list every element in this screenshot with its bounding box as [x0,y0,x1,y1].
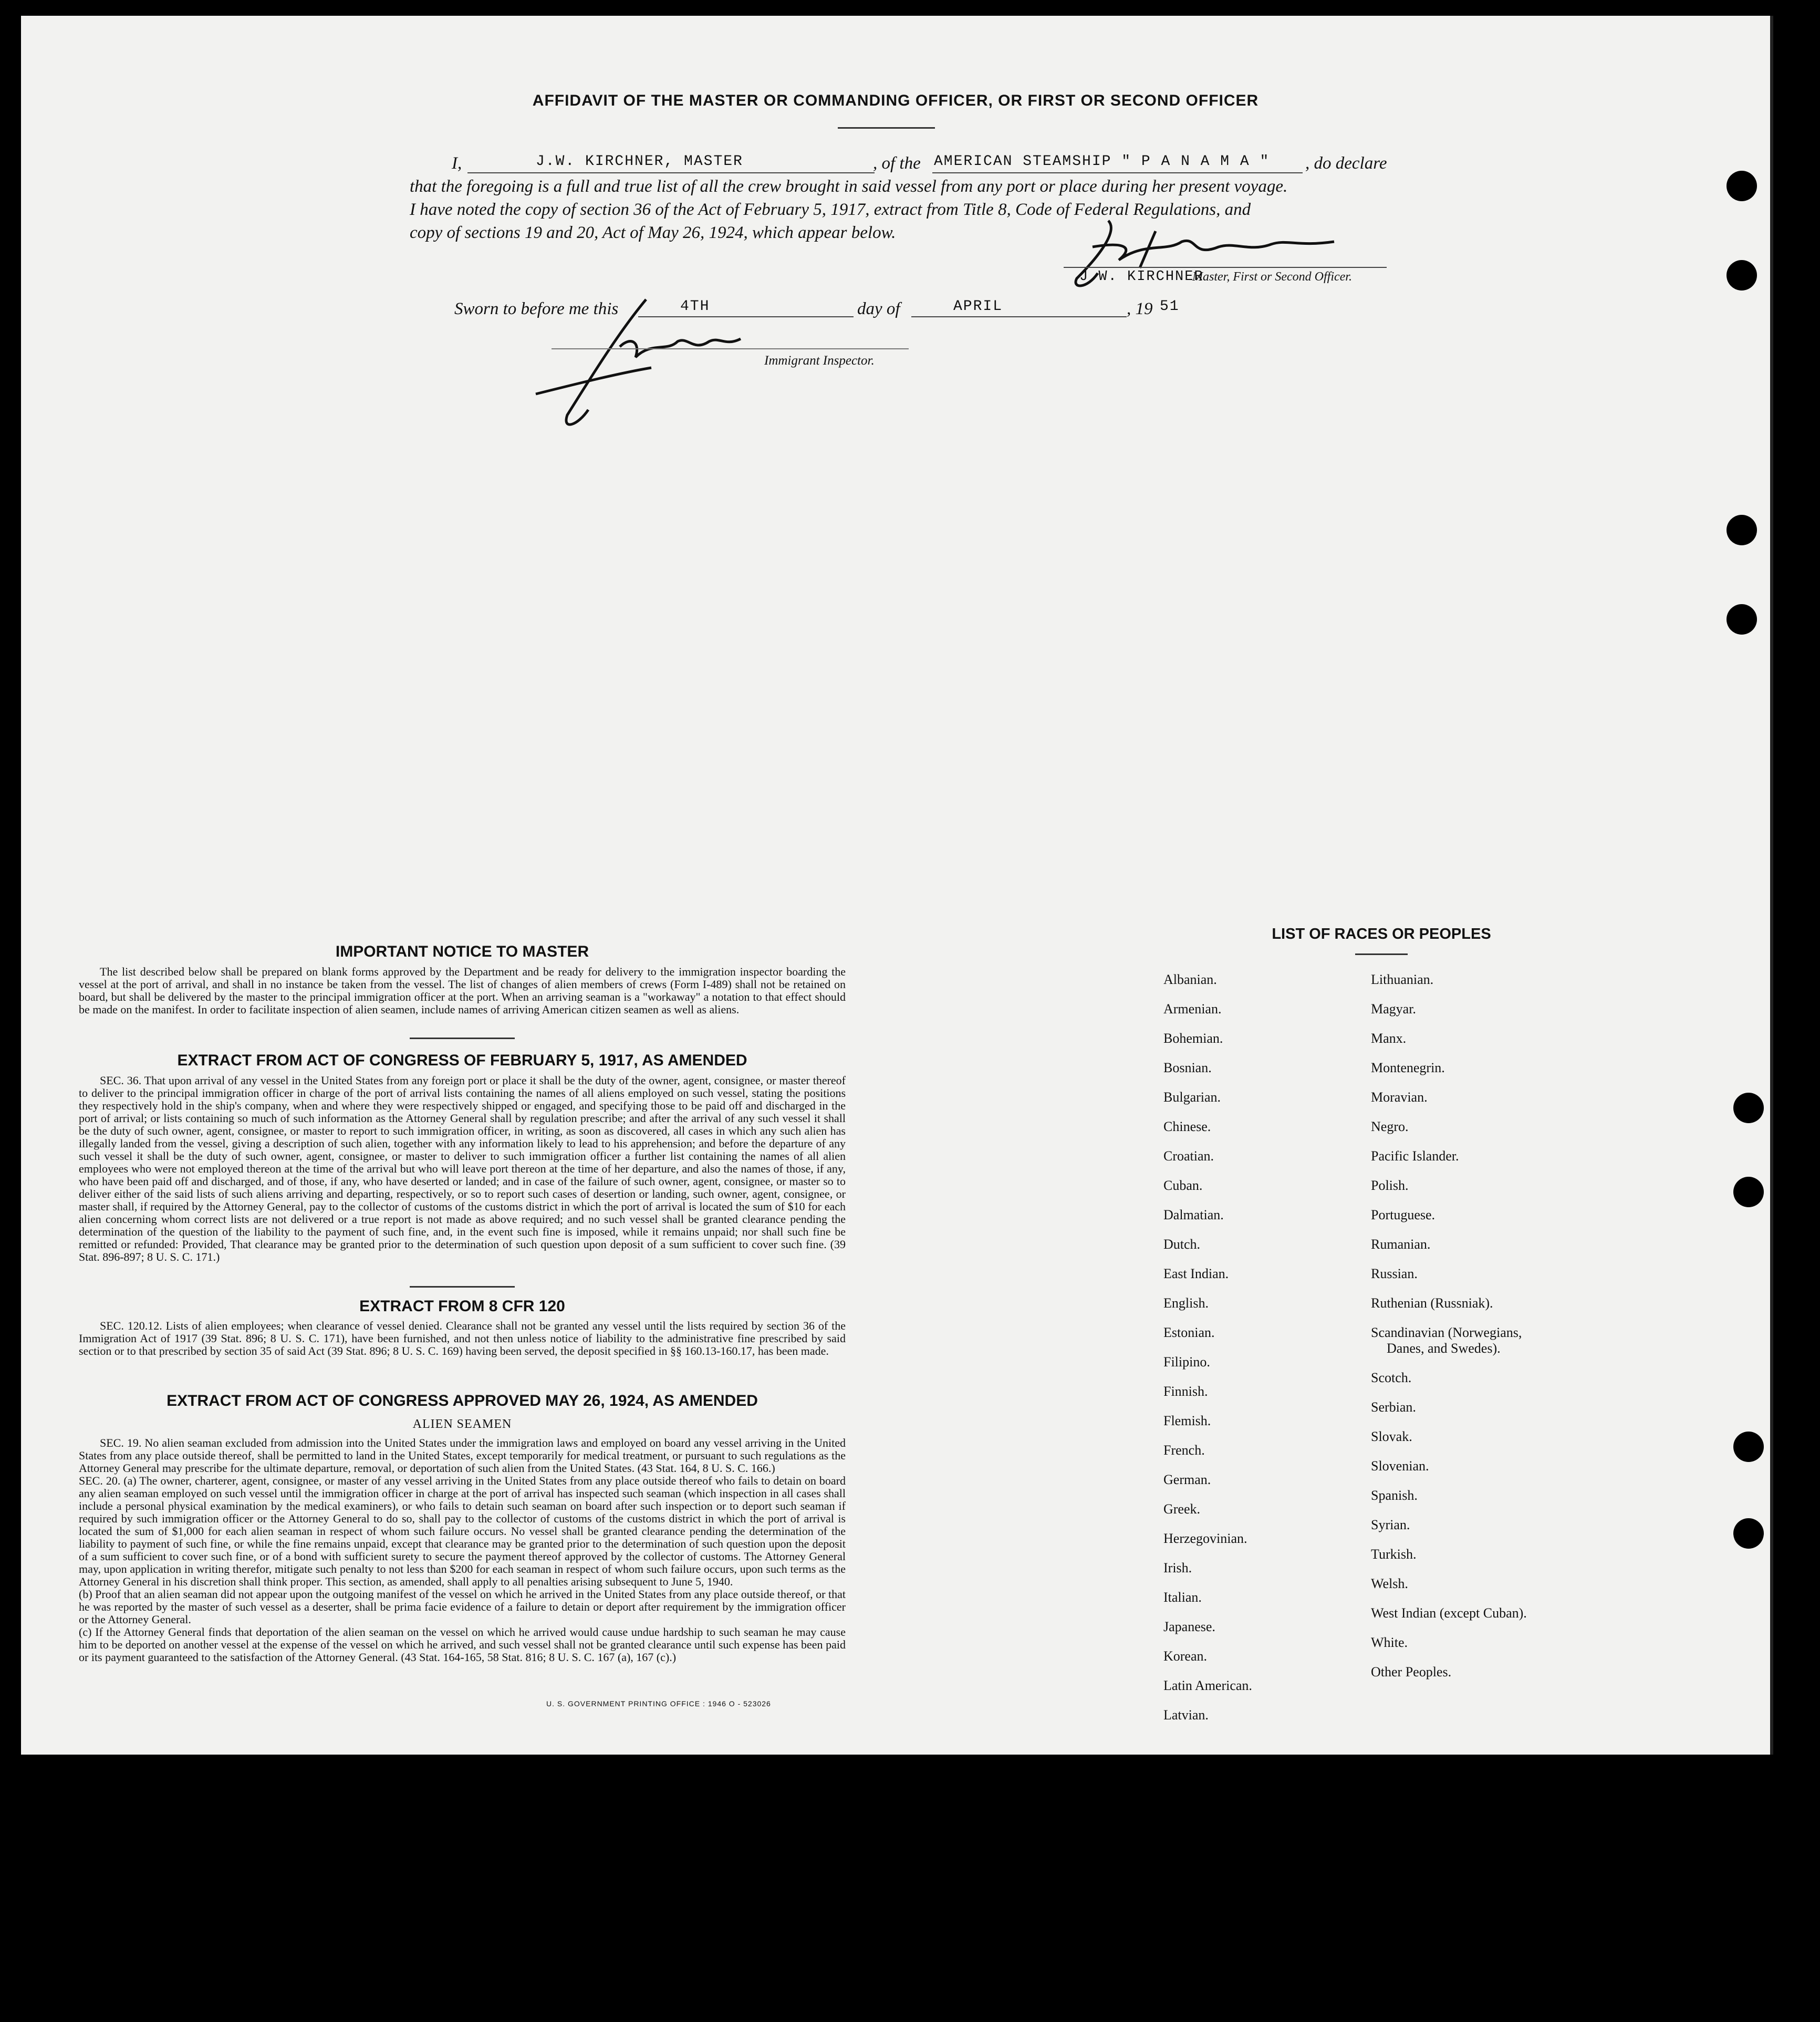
race-item: Welsh. [1371,1576,1408,1591]
vessel-name-field: AMERICAN STEAMSHIP " P A N A M A " [934,153,1270,170]
race-item: Latin American. [1163,1678,1252,1693]
race-item: Herzegovinian. [1163,1531,1247,1546]
race-item: Filipino. [1163,1354,1210,1370]
extract-1917-title: EXTRACT FROM ACT OF CONGRESS OF FEBRUARY 5, 1917, AS AMENDED [177,1052,747,1069]
affidavit-line-1 [452,151,462,175]
race-item: Irish. [1163,1560,1192,1575]
notice-divider [410,1038,515,1039]
race-item: Manx. [1371,1031,1407,1046]
extract-1917-divider [410,1286,515,1288]
race-item: Danes, and Swedes). [1387,1341,1501,1356]
sworn-label: Sworn to before me this [454,299,619,318]
do-declare-label: , do declare [1305,154,1387,173]
race-item: West Indian (except Cuban). [1371,1605,1527,1621]
race-item: Slovak. [1371,1429,1412,1444]
race-item: White. [1371,1635,1408,1650]
inspector-label: Immigrant Inspector. [764,354,875,368]
race-item: Korean. [1163,1648,1208,1664]
race-item: East Indian. [1163,1266,1229,1281]
extract-1924-text: SEC. 19. No alien seaman excluded from admission into the United States under the immigration laws and employed on board any vessel arriving in the United States from any place outside thereof, shall be permitted to land in the United States, except temporarily for medical treatment, or pursuant to such regulations as the Attorney General may prescribe for the ultimate departure, removal, or deportation of such alien from the United States. (43 Stat. 164, 8 U. S. C. 166.) SEC. 20. (a) The owner, charterer, agent, consignee, or master of any vessel arriving in the United States from any place outside thereof who fails to detain on board any alien seaman employed on such vessel until the immigration officer in charge at the port of arrival has inspected such seaman (which inspection in all cases shall include a personal physical examination by the medical examiners), or who fails to detain such seaman on board after such inspection or to deport such seaman if required by such immigration officer or the Attorney General to do so, shall pay to the collector of customs of the customs district in which the port of arrival is located the sum of $1,000 for each alien seaman in respect of whom such failure occurs. No vessel shall be granted clearance pending the determination of the liability to payment of such fine, or while the fine remains unpaid, except that clearance may be granted prior to the determination of such question upon the deposit of a sum sufficient to cover such fine, or of a bond with sufficient surety to secure the payment thereof approved by the collector of customs. The Attorney General may, upon application in writing therefor, mitigate such penalty to not less than $200 for each seaman in respect of whom such failure occurs, upon such terms as the Attorney General in his discretion shall think proper. This section, as amended, shall apply to all penalties arising subsequent to June 5, 1940. (b) Proof that an alien seaman did not appear upon the outgoing manifest of the vessel on which he arrived in the United States from any place outside thereof, or that he was reported by the master of such vessel as a deserter, shall be prima facie evidence of a failure to detain or deport after requirement by the immigration officer or the Attorney General. (c) If the Attorney General finds that deportation of the alien seaman on the vessel on which he arrived would cause undue hardship to such seaman he may cause him to be deported on another vessel at the expense of the vessel on which he arrived, and such vessel shall not be granted clearance until such expense has been paid or its payment guaranteed to the satisfaction of the Attorney General. (43 Stat. 164-165, 58 Stat. 816; 8 U. S. C. 167 (a), 167 (c).) [79,1436,846,1664]
extract-1924-subtitle: ALIEN SEAMEN [412,1417,512,1431]
race-item: Scandinavian (Norwegians, [1371,1325,1522,1340]
race-item: Pacific Islander. [1371,1148,1459,1164]
race-item: Finnish. [1163,1384,1208,1399]
notice-text: The list described below shall be prepared on blank forms approved by the Department and be ready for delivery to the immigration inspector boarding the vessel at the port of arrival, and shall in no instance be taken from the vessel. The list of changes of alien members of crews (Form I-489) shall not be retained on board, but shall be delivered by the master to the principal immigration officer at the port. When an arriving seaman is a "workaway" a notation to that effect should be made on the manifest. In order to facilitate inspection of alien seamen, include names of arriving American citizen seamen as well as aliens. [79,965,846,1016]
race-item: French. [1163,1443,1205,1458]
binder-hole [1733,1432,1764,1462]
race-item: Negro. [1371,1119,1409,1134]
day-field: 4TH [680,298,710,315]
binder-hole [1727,171,1757,201]
signer-typed-name: J.W. KIRCHNER [1079,269,1204,285]
race-item: Syrian. [1371,1517,1410,1532]
i-label: I, [452,154,462,173]
race-item: Bohemian. [1163,1031,1223,1046]
race-item: Chinese. [1163,1119,1211,1134]
inspector-underline [552,348,909,349]
extract-8cfr-text: SEC. 120.12. Lists of alien employees; when clearance of vessel denied. Clearance shall not be granted any vessel until the lists required by section 36 of the Immigration Act of 1917 (39 Stat. 896; 8 U. S. C. 171), have been furnished, and not then unless notice of liability to the administrative fine prescribed by said section or to that prescribed by section 35 of said Act (39 Stat. 896; 8 U. S. C. 169) having been served, the deposit specified in §§ 160.13-160.17, has been made. [79,1319,846,1357]
race-item: Bulgarian. [1163,1090,1221,1105]
year-field: 51 [1160,298,1180,315]
race-item: Turkish. [1371,1547,1417,1562]
inspector-signature [515,289,777,441]
race-item: Ruthenian (Russniak). [1371,1295,1493,1311]
race-item: Dalmatian. [1163,1207,1224,1222]
binder-hole [1733,1093,1764,1123]
affidavit-line-3: I have noted the copy of section 36 of the Act of February 5, 1917, extract from Title 8, Code of Federal Regulations, and [410,200,1251,219]
extract-1917-text: SEC. 36. That upon arrival of any vessel in the United States from any foreign port or place it shall be the duty of the owner, agent, consignee, or master thereof to deliver to the principal immigration officer in charge of the port of arrival lists containing the names of all aliens employed on such vessel, stating the positions they respectively hold in the ship's company, when and where they were respectively shipped or engaged, and specifying those to be paid off and discharged in the port of arrival; or lists containing so much of such information as the Attorney General shall by regulation prescribe; and after the arrival of any such vessel it shall be the duty of such owner, agent, consignee, or master to report to such immigration officer, in writing, as soon as discovered, all cases in which any such alien has illegally landed from the vessel, giving a description of such alien, together with any information likely to lead to his apprehension; and before the departure of any such vessel it shall be the duty of such owner, agent, consignee, or master to deliver to such immigration officer a further list containing the names of all alien employees who were not employed thereon at the time of the arrival but who will leave port thereon at the time of her departure, and also the names of those, if any, who have been paid off and discharged, and of those, if any, who have deserted or landed; and in case of the failure of such owner, agent, consignee, or master so to deliver either of the said lists of such aliens arriving and departing, respectively, or so to report such cases of desertion or landing, such owner, agent, consignee, or master shall, if required by the Attorney General, pay to the collector of customs of the customs district in which the port of arrival is located the sum of $10 for each alien concerning whom correct lists are not delivered or a true report is not made as above required; and no such vessel shall be granted clearance pending the determination of the question of the liability to the payment of such fine, and, in the event such fine is imposed, while it remains unpaid; nor shall such fine be remitted or refunded: Provided, That clearance may be granted prior to the determination of such question upon deposit of a sum sufficient to cover such fine. (39 Stat. 896-897; 8 U. S. C. 171.) [79,1074,846,1263]
notice-title: IMPORTANT NOTICE TO MASTER [335,943,589,960]
race-item: Estonian. [1163,1325,1215,1340]
race-item: Cuban. [1163,1178,1203,1193]
signature-underline [1064,267,1387,268]
race-item: Serbian. [1371,1399,1416,1415]
race-item: Spanish. [1371,1488,1418,1503]
race-item: Moravian. [1371,1090,1428,1105]
document-page [21,16,1773,1755]
race-item: Albanian. [1163,972,1217,987]
race-item: Japanese. [1163,1619,1215,1634]
race-item: Greek. [1163,1501,1201,1517]
race-item: Portuguese. [1371,1207,1436,1222]
race-item: Flemish. [1163,1413,1211,1428]
race-item: Latvian. [1163,1707,1209,1723]
affidavit-line-2: that the foregoing is a full and true list of all the crew brought in said vessel from any port or place during her present voyage. [410,177,1288,196]
extract-1924-title: EXTRACT FROM ACT OF CONGRESS APPROVED MAY 26, 1924, AS AMENDED [167,1392,758,1409]
title-divider [838,127,935,129]
race-item: Scotch. [1371,1370,1412,1385]
race-item: German. [1163,1472,1211,1487]
race-item: Croatian. [1163,1148,1214,1164]
master-signature [1061,210,1355,299]
race-item: English. [1163,1295,1209,1311]
race-item: Slovenian. [1371,1458,1429,1474]
binder-hole [1727,260,1757,291]
race-item: Other Peoples. [1371,1664,1452,1679]
extract-8cfr-title: EXTRACT FROM 8 CFR 120 [359,1298,565,1315]
vessel-underline [932,172,1303,173]
affidavit-line-4: copy of sections 19 and 20, Act of May 26, 1924, which appear below. [410,223,896,242]
race-item: Dutch. [1163,1237,1201,1252]
races-divider [1355,953,1408,955]
month-underline [911,316,1127,317]
race-item: Rumanian. [1371,1237,1431,1252]
race-item: Lithuanian. [1371,972,1434,987]
race-item: Russian. [1371,1266,1418,1281]
race-item: Armenian. [1163,1001,1222,1017]
master-name-field: J.W. KIRCHNER, MASTER [536,153,743,170]
race-item: Italian. [1163,1590,1202,1605]
signer-role-label: Master, First or Second Officer. [1192,270,1352,284]
race-item: Polish. [1371,1178,1409,1193]
month-field: APRIL [953,298,1003,315]
binder-hole [1733,1518,1764,1549]
of-the-label: , of the [873,154,921,173]
name-underline [467,172,875,173]
day-of-label: day of [857,299,900,318]
year-prefix: , 19 [1127,299,1153,318]
binder-hole [1727,515,1757,545]
binder-hole [1733,1177,1764,1207]
race-item: Bosnian. [1163,1060,1212,1075]
race-item: Montenegrin. [1371,1060,1445,1075]
affidavit-title: AFFIDAVIT OF THE MASTER OR COMMANDING OFFICER, OR FIRST OR SECOND OFFICER [532,92,1259,109]
printer-line: U. S. GOVERNMENT PRINTING OFFICE : 1946 O - 523026 [546,1699,771,1708]
binder-hole [1727,604,1757,635]
races-title: LIST OF RACES OR PEOPLES [1272,926,1491,942]
race-item: Magyar. [1371,1001,1416,1017]
